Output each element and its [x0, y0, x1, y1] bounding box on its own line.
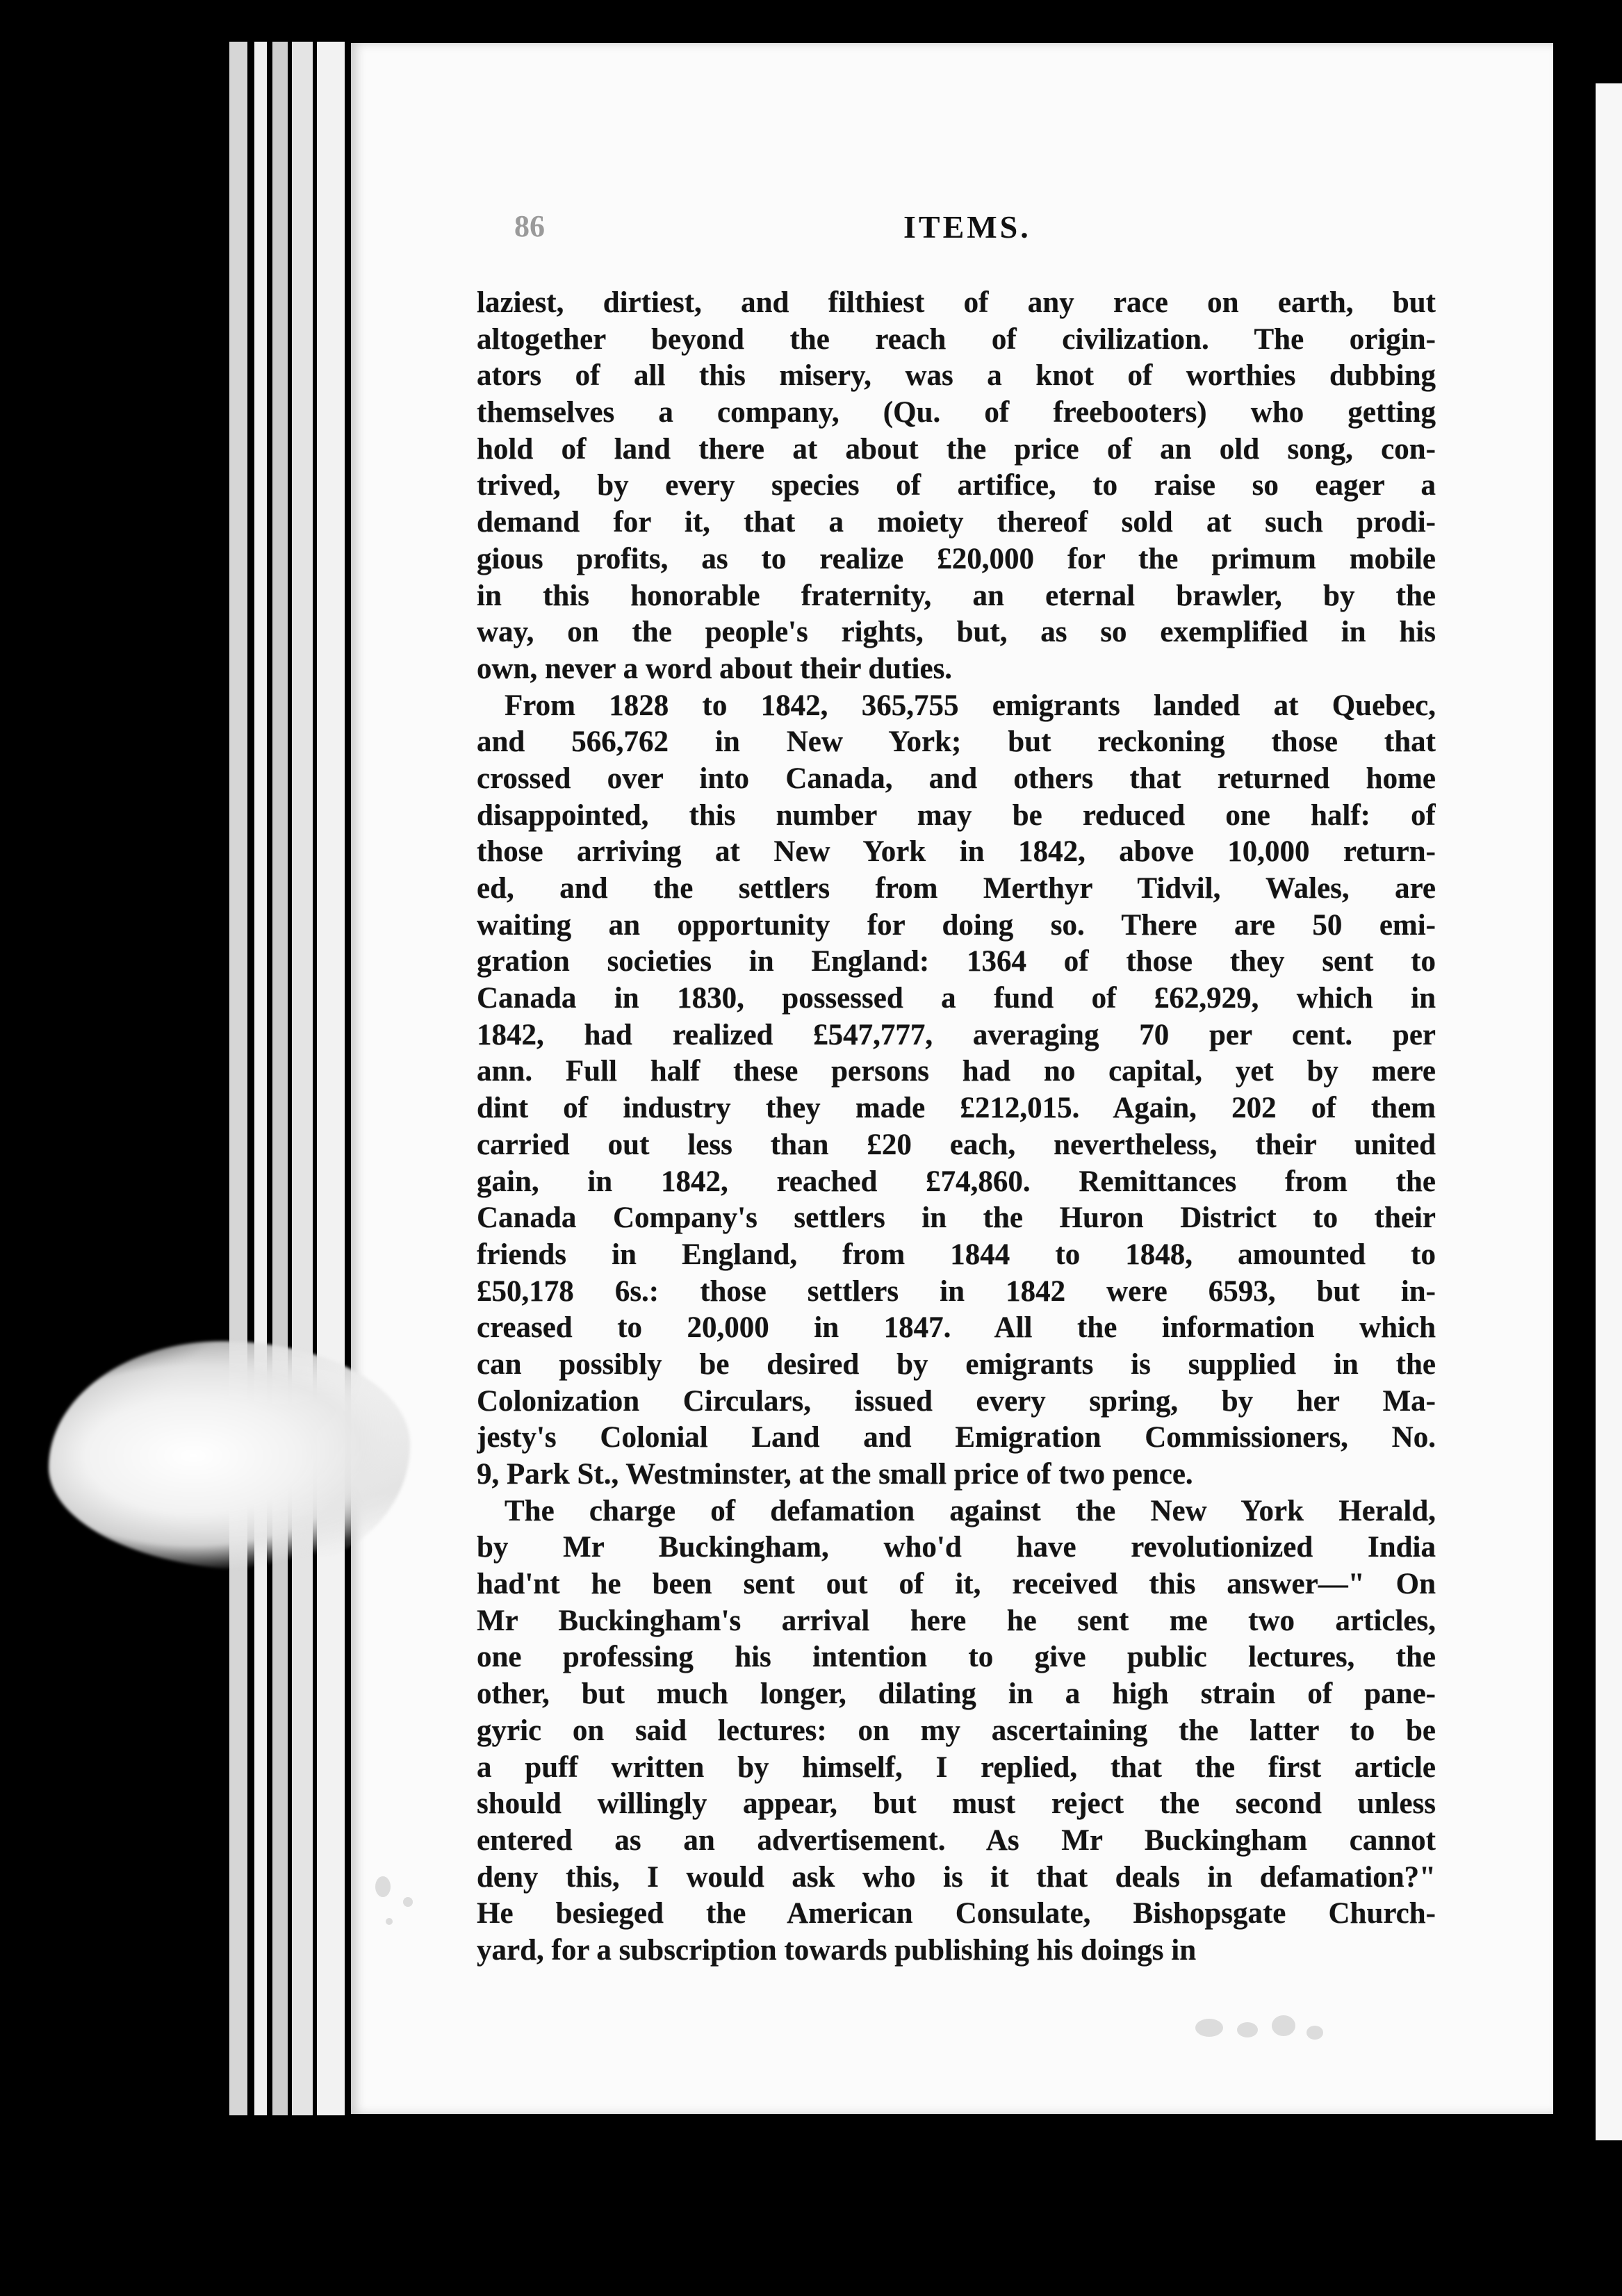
paper-damage	[49, 1341, 410, 1571]
text-line: entered as an advertisement. As Mr Buckingham cannot	[477, 1823, 1436, 1857]
text-line: Canada in 1830, possessed a fund of £62,929, which in	[477, 982, 1436, 1015]
text-line: Mr Buckingham's arrival here he sent me two articles,	[477, 1604, 1436, 1637]
text-line: should willingly appear, but must reject the second unless	[477, 1787, 1436, 1821]
text-line: ed, and the settlers from Merthyr Tidvil, Wales, are	[477, 872, 1436, 905]
text-line: a puff written by himself, I replied, that the first article	[477, 1750, 1436, 1784]
text-line: can possibly be desired by emigrants is supplied in the	[477, 1347, 1436, 1381]
text-line: those arriving at New York in 1842, above 10,000 return-	[477, 835, 1436, 869]
text-line: friends in England, from 1844 to 1848, amounted to	[477, 1238, 1436, 1271]
text-line: yard, for a subscription towards publishing his doings in	[477, 1933, 1197, 1967]
text-line: The charge of defamation against the New York Herald,	[505, 1494, 1436, 1527]
text-line: demand for it, that a moiety thereof sold at such prodi-	[477, 506, 1436, 539]
text-line: gain, in 1842, reached £74,860. Remittances from the	[477, 1165, 1436, 1198]
body-text	[477, 285, 1436, 1969]
facing-page-edge	[1596, 83, 1622, 2140]
text-line: gious profits, as to realize £20,000 for the primum mobile	[477, 542, 1436, 575]
text-line: in this honorable fraternity, an eternal brawler, by the	[477, 579, 1436, 612]
text-line: one professing his intention to give public lectures, the	[477, 1641, 1436, 1674]
text-line: other, but much longer, dilating in a high strain of pane-	[477, 1678, 1436, 1711]
page-edge	[272, 42, 288, 2115]
text-line: had'nt he been sent out of it, received this answer—" On	[477, 1568, 1436, 1601]
text-line: gration societies in England: 1364 of those they sent to	[477, 945, 1436, 978]
page-number: 86	[514, 209, 545, 243]
page-edge	[254, 42, 267, 2115]
text-line: way, on the people's rights, but, as so exemplified in his	[477, 616, 1436, 649]
text-line: ann. Full half these persons had no capital, yet by mere	[477, 1055, 1436, 1088]
text-line: From 1828 to 1842, 365,755 emigrants landed at Quebec,	[505, 689, 1436, 722]
text-line: themselves a company, (Qu. of freebooters) who getting	[477, 396, 1436, 429]
page-edge	[317, 42, 345, 2115]
text-line: disappointed, this number may be reduced one half: of	[477, 798, 1436, 832]
text-line: dint of industry they made £212,015. Again, 202 of them	[477, 1092, 1436, 1125]
text-line: own, never a word about their duties.	[477, 652, 953, 685]
page-edge	[292, 42, 313, 2115]
text-line: £50,178 6s.: those settlers in 1842 were 6593, but in-	[477, 1274, 1436, 1308]
text-line: by Mr Buckingham, who'd have revolutionized India	[477, 1531, 1436, 1564]
running-head: ITEMS.	[903, 209, 1031, 245]
text-line: jesty's Colonial Land and Emigration Commissioners, No.	[477, 1421, 1436, 1454]
text-line: 9, Park St., Westminster, at the small price of two pence.	[477, 1458, 1193, 1491]
page-edge	[229, 42, 247, 2115]
text-line: altogether beyond the reach of civilization. The origin-	[477, 322, 1436, 356]
page-header	[514, 208, 1445, 257]
text-line: hold of land there at about the price of an old song, con-	[477, 432, 1436, 466]
text-line: and 566,762 in New York; but reckoning those that	[477, 725, 1436, 759]
text-line: gyric on said lectures: on my ascertaining the latter to be	[477, 1714, 1436, 1747]
text-line: waiting an opportunity for doing so. There are 50 emi-	[477, 908, 1436, 942]
text-line: trived, by every species of artifice, to raise so eager a	[477, 469, 1436, 502]
text-line: laziest, dirtiest, and filthiest of any race on earth, but	[477, 286, 1436, 319]
text-line: ators of all this misery, was a knot of worthies dubbing	[477, 359, 1436, 393]
text-line: creased to 20,000 in 1847. All the information which	[477, 1311, 1436, 1345]
text-line: deny this, I would ask who is it that deals in defamation?"	[477, 1860, 1436, 1894]
text-line: Canada Company's settlers in the Huron District to their	[477, 1202, 1436, 1235]
text-line: crossed over into Canada, and others that returned home	[477, 762, 1436, 795]
text-line: He besieged the American Consulate, Bishopsgate Church-	[477, 1897, 1436, 1930]
text-line: 1842, had realized £547,777, averaging 70 per cent. per	[477, 1018, 1436, 1051]
text-line: carried out less than £20 each, nevertheless, their united	[477, 1128, 1436, 1161]
text-line: Colonization Circulars, issued every spring, by her Ma-	[477, 1384, 1436, 1418]
